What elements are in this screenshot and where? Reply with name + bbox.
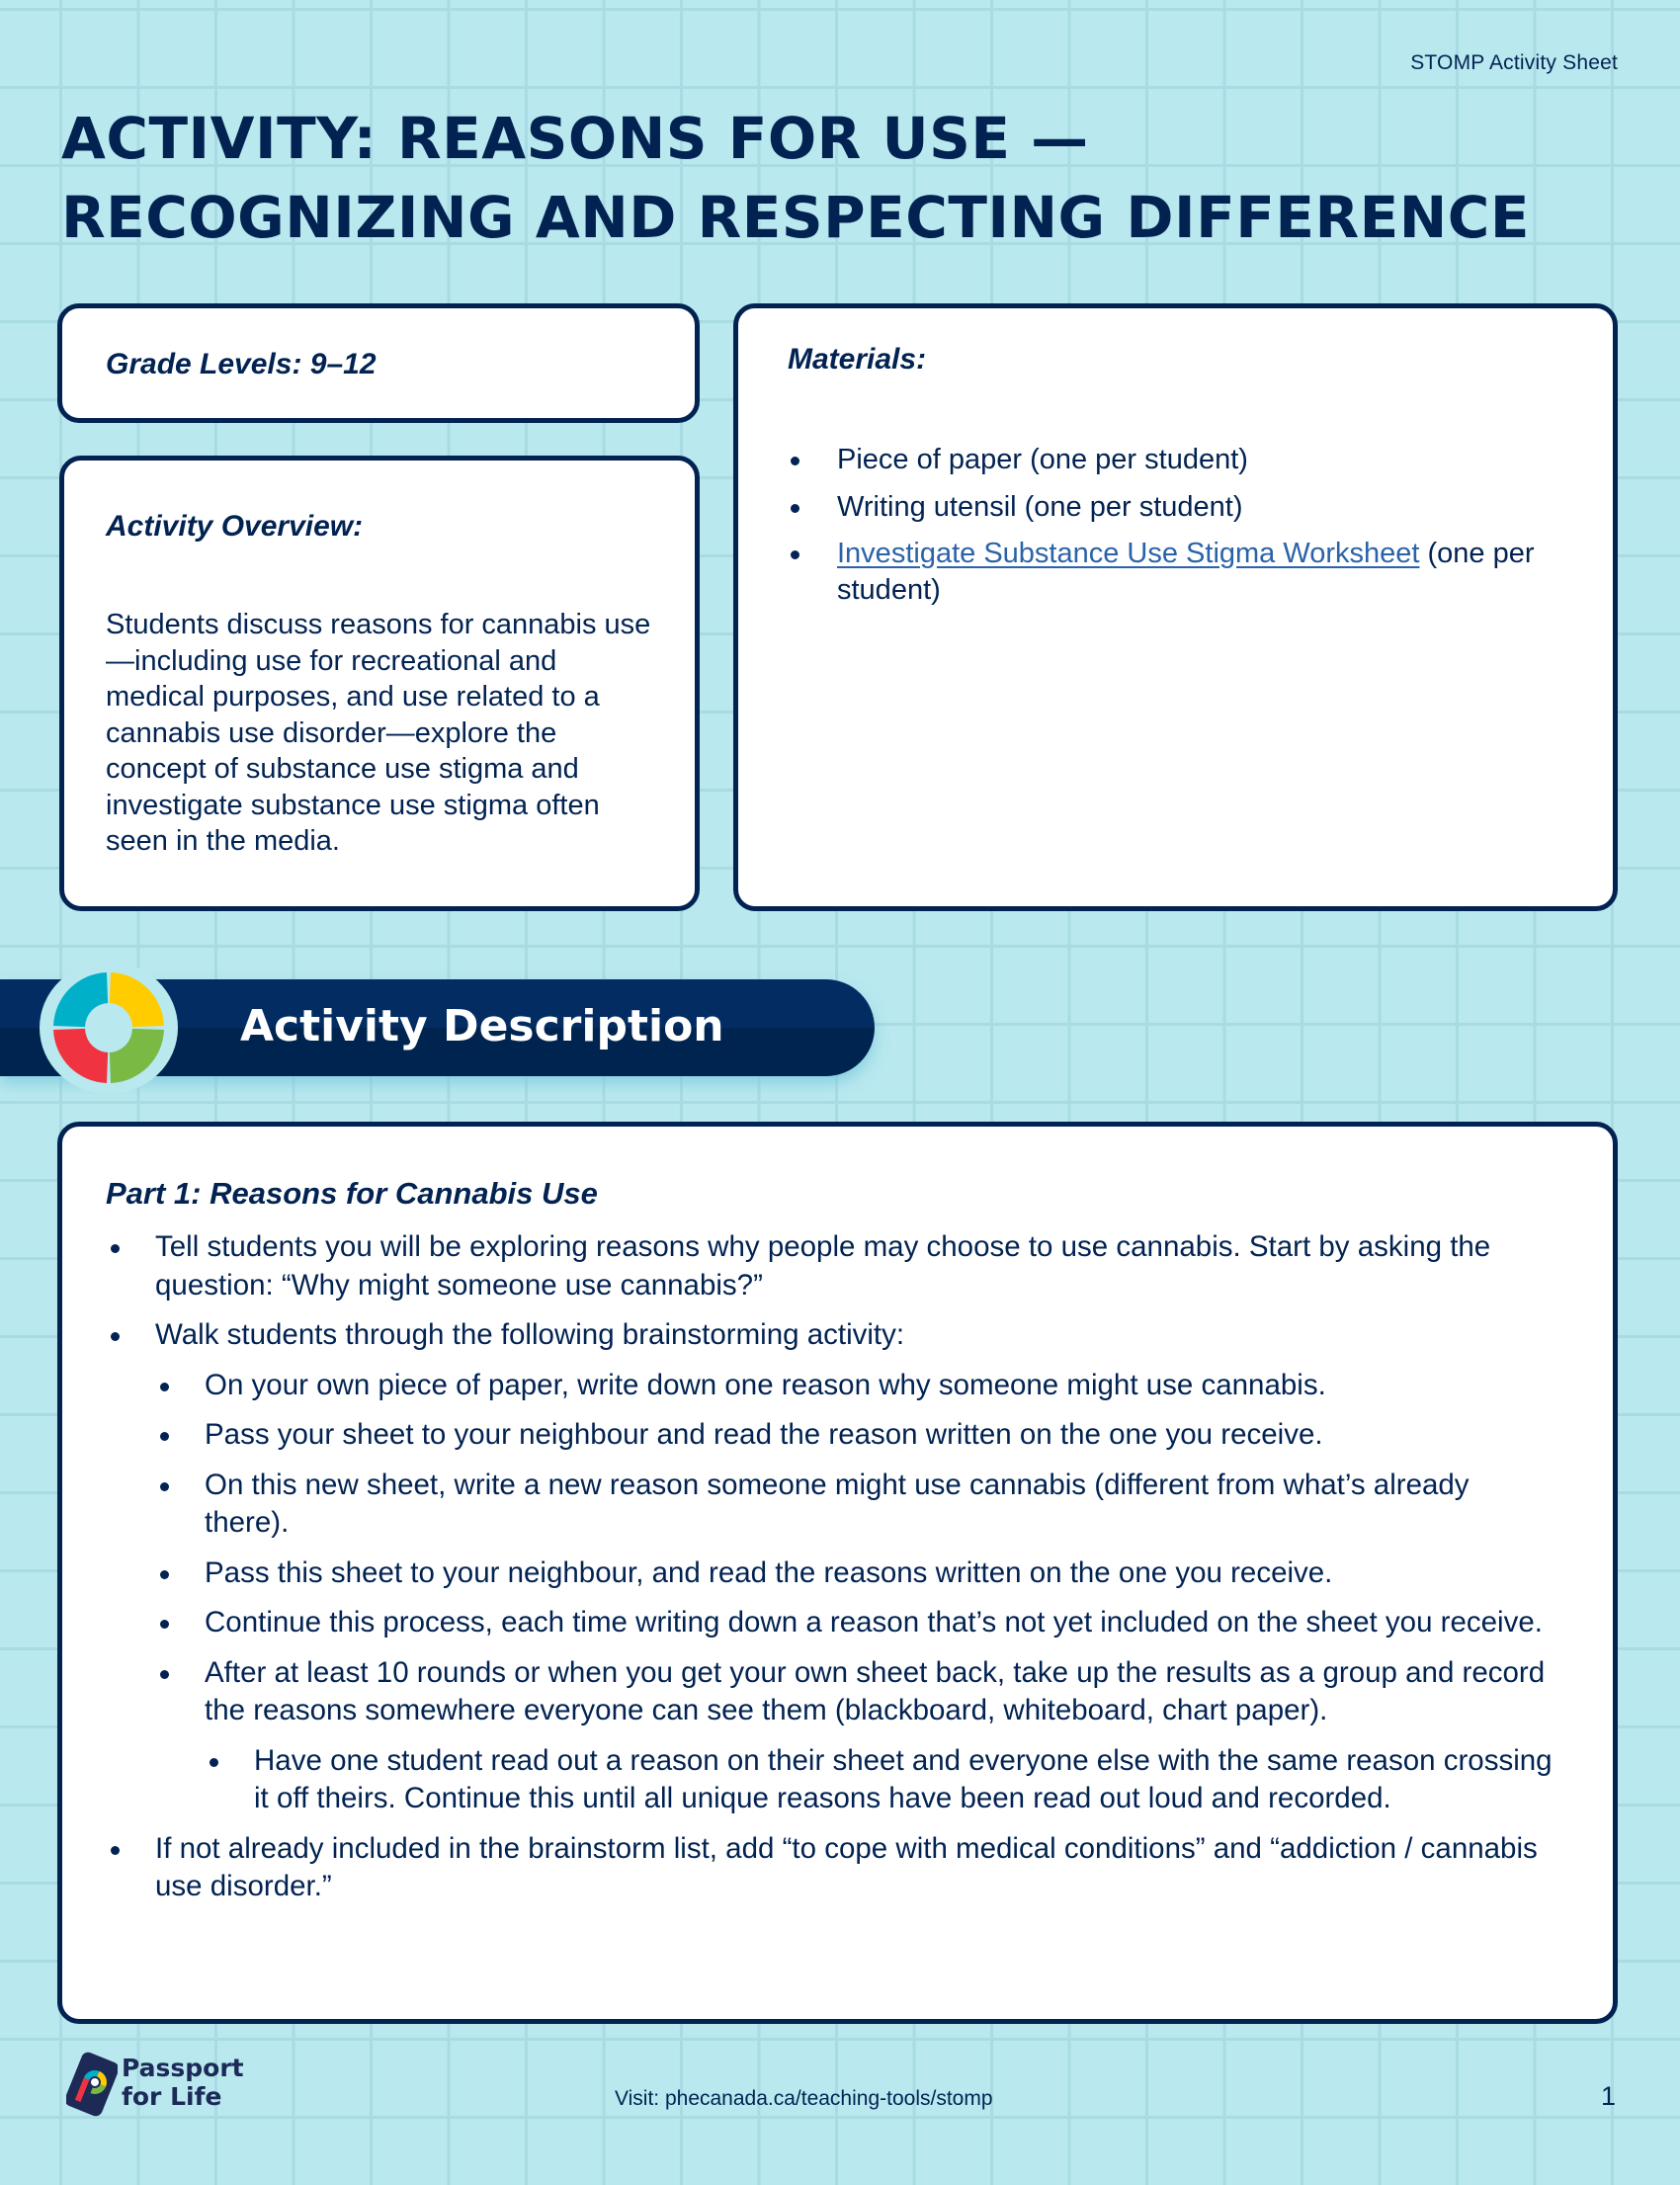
bullet-icon [111, 1244, 120, 1253]
bullet-icon [210, 1758, 218, 1767]
activity-steps-list [106, 1228, 1558, 1918]
page-title-line-2: RECOGNIZING AND RESPECTING DIFFERENCE [61, 184, 1530, 251]
worksheet-link[interactable]: Investigate Substance Use Stigma Worksheet [837, 538, 1420, 569]
bullet-icon [791, 550, 799, 559]
materials-list-item [788, 536, 1568, 608]
logo-line-2: for Life [122, 2082, 222, 2111]
logo-line-1: Passport [122, 2054, 244, 2082]
activity-step-text: Continue this process, each time writing down a reason that’s not yet included on the sheet you receive. [205, 1606, 1543, 1639]
logo-wordmark [122, 2054, 244, 2111]
activity-step-text: If not already included in the brainstorm list, add “to cope with medical conditions” and “addiction / cannabis use disorder.” [155, 1831, 1538, 1902]
activity-step-item [155, 1555, 1558, 1593]
bullet-icon [160, 1383, 169, 1391]
activity-overview-box [59, 456, 700, 911]
activity-step-text: After at least 10 rounds or when you get your own sheet back, take up the results as a group and record the reasons somewhere everyone can see them (blackboard, whiteboard, chart paper). [205, 1655, 1546, 1726]
bullet-icon [791, 457, 799, 465]
color-wheel-icon [40, 962, 178, 1094]
materials-item-suffix: (one per student) [837, 538, 1535, 606]
grade-levels-heading: Grade Levels: 9–12 [106, 348, 377, 380]
materials-list-item [788, 489, 1568, 526]
materials-list [788, 442, 1568, 619]
wheel-outer-ring [40, 962, 178, 1094]
activity-step-item [205, 1742, 1558, 1818]
activity-overview-heading: Activity Overview: [106, 510, 364, 543]
materials-box [733, 303, 1618, 911]
activity-step-item [155, 1367, 1558, 1405]
activity-step-item [106, 1228, 1558, 1304]
activity-step-item [106, 1830, 1558, 1906]
activity-step-text: Pass your sheet to your neighbour and read the reason written on the one you receive. [205, 1418, 1323, 1451]
document-header-label: STOMP Activity Sheet [1410, 51, 1618, 74]
materials-item-text: Piece of paper (one per student) [837, 444, 1248, 475]
passport-for-life-logo [62, 2050, 250, 2119]
activity-step-item [155, 1467, 1558, 1543]
page-number: 1 [1600, 2081, 1616, 2111]
part-1-heading: Part 1: Reasons for Cannabis Use [106, 1176, 598, 1211]
materials-list-item [788, 442, 1568, 478]
footer-visit-link[interactable]: Visit: phecanada.ca/teaching-tools/stomp [615, 2087, 993, 2110]
activity-overview-text: Students discuss reasons for cannabis use—including use for recreational and medical purposes, and use related to a cannabis use disorder—explore the concept of substance use stigma and investigate substance use stigma often seen in the media. [106, 609, 651, 857]
grade-levels-box [57, 303, 700, 423]
activity-step-text: Pass this sheet to your neighbour, and read the reasons written on the one you receive. [205, 1555, 1333, 1589]
activity-description-title: Activity Description [240, 1001, 724, 1051]
activity-step-text: On this new sheet, write a new reason someone might use cannabis (different from what’s already there). [205, 1468, 1470, 1539]
bullet-icon [160, 1620, 169, 1629]
activity-step-item [155, 1654, 1558, 1730]
activity-step-item [155, 1416, 1558, 1455]
activity-step-text: Walk students through the following brainstorming activity: [155, 1318, 905, 1351]
bullet-icon [160, 1670, 169, 1679]
materials-item-text: Writing utensil (one per student) [837, 490, 1243, 523]
bullet-icon [791, 504, 799, 513]
page-title-line-1: ACTIVITY: REASONS FOR USE — [61, 105, 1089, 172]
bullet-icon [160, 1570, 169, 1579]
activity-description-box [57, 1122, 1618, 2024]
activity-step-item [155, 1604, 1558, 1642]
activity-step-text: Tell students you will be exploring reasons why people may choose to use cannabis. Start by asking the question: “Why might someone use cannabis?” [155, 1230, 1491, 1302]
bullet-icon [111, 1332, 120, 1341]
bullet-icon [160, 1432, 169, 1441]
page-title [61, 99, 1530, 257]
activity-step-text: On your own piece of paper, write down one reason why someone might use cannabis. [205, 1368, 1326, 1401]
passport-logo-icon [66, 2052, 118, 2117]
materials-heading: Materials: [788, 343, 927, 376]
bullet-icon [160, 1482, 169, 1491]
activity-step-text: Have one student read out a reason on their sheet and everyone else with the same reason crossing it off theirs. Continue this until all unique reasons have been read out loud and recorded. [254, 1743, 1553, 1814]
activity-step-item [106, 1316, 1558, 1355]
bullet-icon [111, 1846, 120, 1855]
